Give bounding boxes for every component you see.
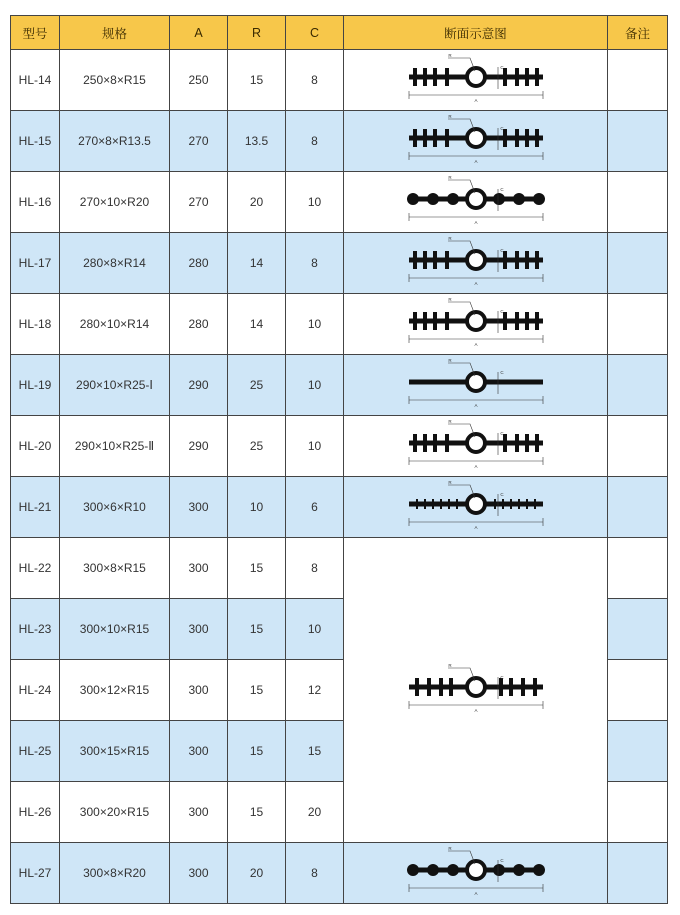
spec-table: [10, 15, 668, 904]
svg-text:R: R: [447, 846, 452, 851]
cross-section-diagram: [401, 114, 551, 168]
svg-text:A: A: [473, 159, 478, 164]
spec-cell: 280×10×R14: [60, 294, 170, 355]
r-cell: 13.5: [228, 111, 286, 172]
diagram-cell: [344, 233, 608, 294]
a-cell: 300: [170, 599, 228, 660]
svg-text:R: R: [447, 419, 452, 424]
remark-cell: [608, 721, 668, 782]
svg-text:A: A: [473, 220, 478, 225]
r-cell: 20: [228, 172, 286, 233]
a-cell: 280: [170, 233, 228, 294]
c-cell: 8: [286, 538, 344, 599]
svg-text:C: C: [499, 431, 504, 436]
table-row: [11, 538, 668, 599]
remark-cell: [608, 477, 668, 538]
remark-cell: [608, 660, 668, 721]
svg-text:C: C: [499, 248, 504, 253]
a-cell: 300: [170, 477, 228, 538]
header-remark: 备注: [608, 16, 668, 50]
c-cell: 8: [286, 111, 344, 172]
a-cell: 290: [170, 355, 228, 416]
svg-text:A: A: [473, 403, 478, 408]
model-cell: HL-16: [11, 172, 60, 233]
spec-cell: 290×10×R25-Ⅰ: [60, 355, 170, 416]
model-cell: HL-26: [11, 782, 60, 843]
svg-text:R: R: [447, 297, 452, 302]
header-c: C: [286, 16, 344, 50]
table-row: [11, 50, 668, 111]
svg-text:C: C: [499, 309, 504, 314]
model-cell: HL-17: [11, 233, 60, 294]
a-cell: 300: [170, 843, 228, 904]
table-row: [11, 172, 668, 233]
diagram-cell: [344, 477, 608, 538]
svg-text:R: R: [447, 480, 452, 485]
a-cell: 250: [170, 50, 228, 111]
remark-cell: [608, 782, 668, 843]
c-cell: 8: [286, 233, 344, 294]
table-row: [11, 355, 668, 416]
cross-section-diagram: [401, 846, 551, 900]
svg-text:C: C: [499, 675, 504, 680]
header-r: R: [228, 16, 286, 50]
diagram-cell: [344, 294, 608, 355]
spec-cell: 300×20×R15: [60, 782, 170, 843]
svg-text:A: A: [473, 342, 478, 347]
r-cell: 14: [228, 233, 286, 294]
header-a: A: [170, 16, 228, 50]
spec-cell: 300×15×R15: [60, 721, 170, 782]
header-spec: 规格: [60, 16, 170, 50]
table-body: [11, 50, 668, 904]
svg-text:C: C: [499, 370, 504, 375]
cross-section-diagram: [401, 663, 551, 717]
r-cell: 25: [228, 416, 286, 477]
c-cell: 10: [286, 294, 344, 355]
svg-text:A: A: [473, 98, 478, 103]
r-cell: 15: [228, 660, 286, 721]
r-cell: 10: [228, 477, 286, 538]
svg-text:A: A: [473, 281, 478, 286]
a-cell: 300: [170, 538, 228, 599]
diagram-cell: [344, 50, 608, 111]
r-cell: 15: [228, 538, 286, 599]
svg-text:R: R: [447, 114, 452, 119]
c-cell: 10: [286, 355, 344, 416]
diagram-cell: [344, 355, 608, 416]
spec-cell: 280×8×R14: [60, 233, 170, 294]
spec-cell: 300×6×R10: [60, 477, 170, 538]
remark-cell: [608, 111, 668, 172]
header-row: [11, 16, 668, 50]
model-cell: HL-18: [11, 294, 60, 355]
spec-cell: 300×10×R15: [60, 599, 170, 660]
model-cell: HL-27: [11, 843, 60, 904]
svg-text:C: C: [499, 126, 504, 131]
cross-section-diagram: [401, 419, 551, 473]
r-cell: 15: [228, 599, 286, 660]
cross-section-diagram: [401, 358, 551, 412]
spec-cell: 300×12×R15: [60, 660, 170, 721]
spec-cell: 270×8×R13.5: [60, 111, 170, 172]
c-cell: 10: [286, 172, 344, 233]
r-cell: 25: [228, 355, 286, 416]
remark-cell: [608, 294, 668, 355]
model-cell: HL-25: [11, 721, 60, 782]
c-cell: 10: [286, 416, 344, 477]
c-cell: 12: [286, 660, 344, 721]
table-row: [11, 294, 668, 355]
model-cell: HL-20: [11, 416, 60, 477]
r-cell: 15: [228, 782, 286, 843]
svg-text:A: A: [473, 708, 478, 713]
model-cell: HL-24: [11, 660, 60, 721]
remark-cell: [608, 538, 668, 599]
header-diagram: 断面示意图: [344, 16, 608, 50]
diagram-cell: [344, 538, 608, 843]
spec-cell: 250×8×R15: [60, 50, 170, 111]
svg-text:A: A: [473, 525, 478, 530]
r-cell: 14: [228, 294, 286, 355]
a-cell: 270: [170, 111, 228, 172]
table-row: [11, 843, 668, 904]
a-cell: 270: [170, 172, 228, 233]
remark-cell: [608, 355, 668, 416]
table-row: [11, 477, 668, 538]
r-cell: 20: [228, 843, 286, 904]
model-cell: HL-15: [11, 111, 60, 172]
model-cell: HL-14: [11, 50, 60, 111]
spec-cell: 300×8×R20: [60, 843, 170, 904]
model-cell: HL-19: [11, 355, 60, 416]
cross-section-diagram: [401, 297, 551, 351]
table-row: [11, 233, 668, 294]
diagram-cell: [344, 111, 608, 172]
svg-text:A: A: [473, 464, 478, 469]
svg-text:C: C: [499, 187, 504, 192]
a-cell: 300: [170, 721, 228, 782]
c-cell: 20: [286, 782, 344, 843]
c-cell: 15: [286, 721, 344, 782]
header-model: 型号: [11, 16, 60, 50]
a-cell: 280: [170, 294, 228, 355]
remark-cell: [608, 172, 668, 233]
cross-section-diagram: [401, 53, 551, 107]
svg-text:R: R: [447, 663, 452, 668]
svg-text:R: R: [447, 53, 452, 58]
diagram-cell: [344, 172, 608, 233]
remark-cell: [608, 233, 668, 294]
cross-section-diagram: [401, 236, 551, 290]
c-cell: 8: [286, 843, 344, 904]
remark-cell: [608, 416, 668, 477]
diagram-cell: [344, 416, 608, 477]
svg-text:C: C: [499, 65, 504, 70]
a-cell: 300: [170, 660, 228, 721]
remark-cell: [608, 50, 668, 111]
model-cell: HL-23: [11, 599, 60, 660]
svg-text:C: C: [499, 492, 504, 497]
svg-text:R: R: [447, 358, 452, 363]
svg-text:R: R: [447, 175, 452, 180]
model-cell: HL-22: [11, 538, 60, 599]
c-cell: 6: [286, 477, 344, 538]
table-row: [11, 416, 668, 477]
spec-cell: 300×8×R15: [60, 538, 170, 599]
a-cell: 300: [170, 782, 228, 843]
remark-cell: [608, 843, 668, 904]
r-cell: 15: [228, 721, 286, 782]
svg-text:R: R: [447, 236, 452, 241]
svg-text:C: C: [499, 858, 504, 863]
c-cell: 10: [286, 599, 344, 660]
remark-cell: [608, 599, 668, 660]
svg-text:A: A: [473, 891, 478, 896]
spec-cell: 290×10×R25-Ⅱ: [60, 416, 170, 477]
table-row: [11, 111, 668, 172]
cross-section-diagram: [401, 175, 551, 229]
a-cell: 290: [170, 416, 228, 477]
diagram-cell: [344, 843, 608, 904]
r-cell: 15: [228, 50, 286, 111]
cross-section-diagram: [401, 480, 551, 534]
spec-cell: 270×10×R20: [60, 172, 170, 233]
model-cell: HL-21: [11, 477, 60, 538]
c-cell: 8: [286, 50, 344, 111]
